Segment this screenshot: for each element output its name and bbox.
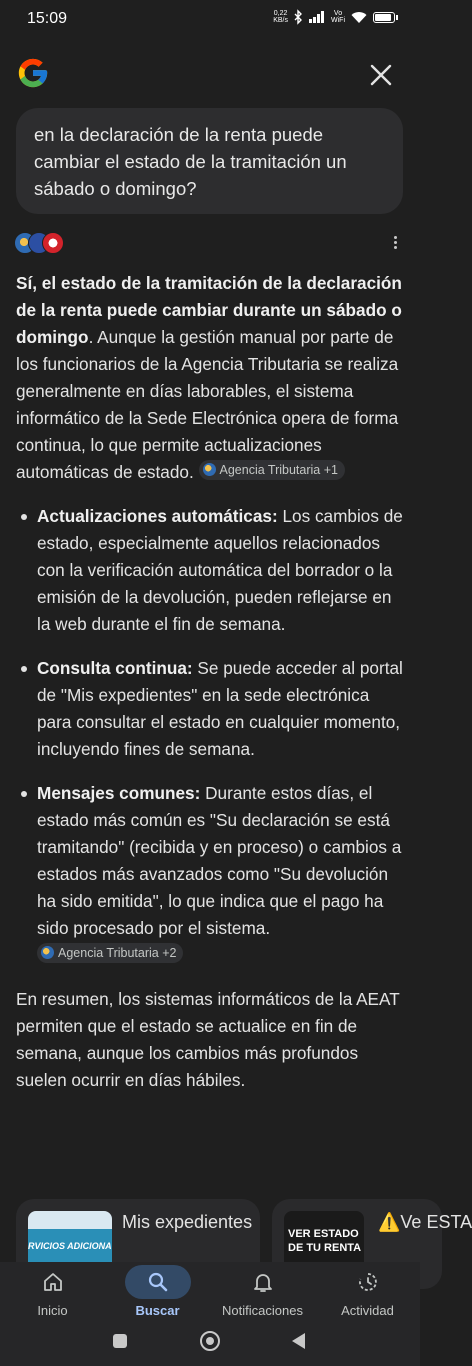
- query-text: en la declaración de la renta puede cambiar el estado de la tramitación un sábado o domingo?: [34, 124, 347, 199]
- nav-item-buscar[interactable]: [105, 1262, 210, 1322]
- status-bar: [0, 0, 420, 40]
- system-nav-bar: [0, 1318, 420, 1366]
- query-bubble[interactable]: [16, 108, 403, 214]
- bell-icon: [251, 1270, 275, 1294]
- network-speed: 0,22 KB/s: [273, 10, 288, 24]
- wifi-icon: [351, 11, 367, 23]
- home-icon: [41, 1270, 65, 1294]
- nav-item-notificaciones[interactable]: [210, 1262, 315, 1322]
- bluetooth-icon: [294, 10, 303, 24]
- answer-summary: En resumen, los sistemas informáticos de la AEAT permiten que el estado se actualice en fin de semana, aunque los cambios más profundos suelen ocurrir en días hábiles.: [16, 989, 400, 1090]
- battery-icon: [373, 12, 395, 23]
- list-item: Consulta continua: Se puede acceder al portal de "Mis expedientes" en la sede electrónica para consultar el estado en cualquier momento, incluyendo fines de semana.: [16, 655, 406, 763]
- close-icon[interactable]: [368, 62, 394, 88]
- source-chip[interactable]: Agencia Tributaria +1: [199, 460, 345, 480]
- vowifi-label: Vo WiFi: [331, 10, 345, 24]
- back-icon[interactable]: [292, 1333, 305, 1349]
- answer-intro: [16, 270, 406, 486]
- home-button-icon[interactable]: [200, 1331, 220, 1351]
- signal-icon: [309, 11, 325, 23]
- nav-label: Notificaciones: [222, 1303, 303, 1318]
- answer-intro-text: . Aunque la gestión manual por parte de los funcionarios de la Agencia Tributaria se realiza generalmente en días laborables, el sistema informático de la Sede Electrónica opera de forma continua, lo que permite actualizaciones automáticas de estado.: [16, 327, 399, 482]
- status-icons: [273, 10, 398, 24]
- card-title: ⚠️Ve ESTA: [378, 1212, 472, 1232]
- more-options-icon[interactable]: [390, 234, 400, 252]
- source-red-icon: [42, 232, 64, 254]
- result-cards: [16, 1199, 472, 1269]
- answer-body: [16, 270, 406, 1094]
- search-icon: [146, 1270, 170, 1294]
- list-item: Mensajes comunes: Durante estos días, el estado más común es "Su declaración se está tramitando" (recibida y en proceso) o cambios a estados más avanzados como "Su devolución ha sido emitida", lo que indica que el pago ha sido procesado por el sistema. Agencia Tributaria +2: [16, 780, 406, 969]
- agencia-tributaria-icon: [41, 946, 54, 959]
- nav-label: Actividad: [341, 1303, 394, 1318]
- card-thumbnail: VER ESTADO DE TU RENTA: [284, 1211, 364, 1271]
- activity-clock-icon: [356, 1270, 380, 1294]
- card-title: Mis expedientes: [122, 1212, 253, 1232]
- nav-label: Buscar: [135, 1303, 180, 1318]
- nav-label: Inicio: [37, 1303, 68, 1318]
- battery-tip: [396, 15, 398, 20]
- sources-icons[interactable]: [14, 232, 74, 254]
- answer-intro-bold: Sí, el estado de la tramitación de la declaración de la renta puede cambiar durante un sábado o domingo: [16, 273, 402, 347]
- warning-icon: ⚠️: [378, 1212, 401, 1232]
- answer-bullets: [16, 503, 406, 969]
- recents-icon[interactable]: [113, 1334, 127, 1348]
- nav-item-actividad[interactable]: [315, 1262, 420, 1322]
- agencia-tributaria-icon: [203, 463, 216, 476]
- nav-item-inicio[interactable]: [0, 1262, 105, 1322]
- card-thumbnail: RVICIOS ADICIONA: [28, 1211, 112, 1271]
- source-chip[interactable]: Agencia Tributaria +2: [37, 943, 183, 963]
- list-item: Actualizaciones automáticas: Los cambios de estado, especialmente aquellos relacionados con la verificación automática del borrador o la emisión de la devolución, pueden reflejarse en la web durante el fin de semana.: [16, 503, 406, 638]
- google-logo-icon: [16, 56, 50, 90]
- status-time: 15:09: [27, 10, 68, 27]
